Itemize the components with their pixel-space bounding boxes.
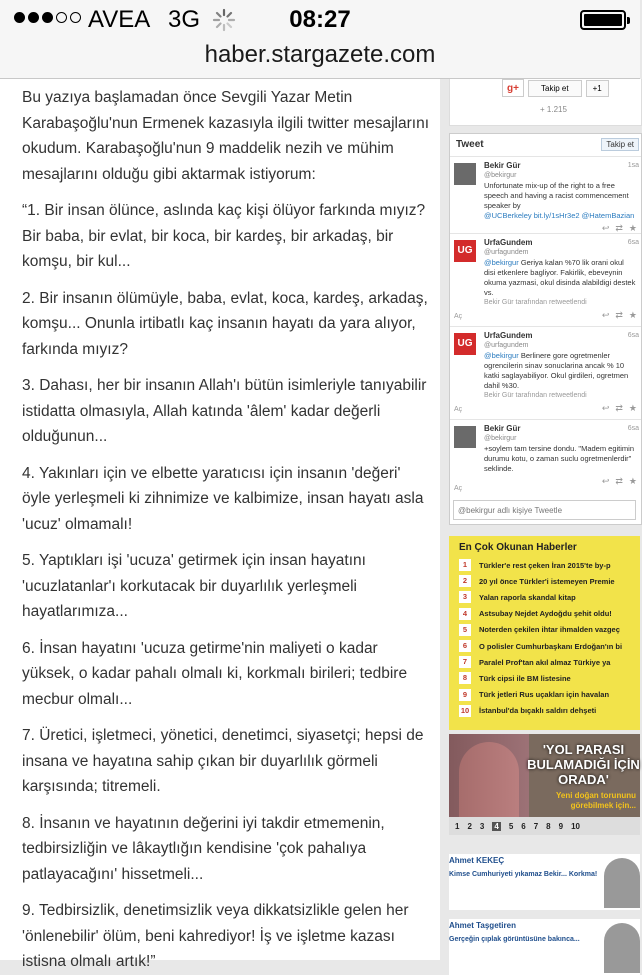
tweet-text: +soylem tam tersine dondu. "Madem egitimin durumu kotu, o zaman suclu ogretmenlerdir" seklinde. <box>484 444 635 473</box>
tweet-mention[interactable]: @bekirgur <box>484 351 519 360</box>
retweet-icon[interactable]: ⇄ <box>615 223 623 233</box>
tweet[interactable] <box>450 157 641 234</box>
google-plus-icon[interactable]: g+ <box>502 79 524 97</box>
tweet-actions <box>484 310 637 320</box>
status-bar <box>0 0 640 40</box>
tweet[interactable] <box>450 420 641 498</box>
retweet-note: Bekir Gür tarafından retweetlendi <box>484 299 587 306</box>
banner-pager <box>449 817 640 835</box>
tweet-time[interactable]: 6sa <box>627 332 639 339</box>
gplus-follow-button[interactable]: Takip et <box>528 80 582 97</box>
tweet-link[interactable]: @UCBerkeley bit.ly/1sHr3e2 @HatemBazian <box>484 211 635 220</box>
reply-icon[interactable]: ↩ <box>601 223 610 233</box>
tweet-expand[interactable]: Aç <box>454 485 463 492</box>
most-read-item[interactable]: 2 20 yıl önce Türkler'i istemeyen Premie <box>459 573 640 589</box>
url-bar[interactable]: haber.stargazete.com <box>0 40 640 79</box>
author-photo <box>604 858 640 908</box>
tweet-expand[interactable]: Aç <box>454 313 463 320</box>
article-paragraph: Bu yazıya başlamadan önce Sevgili Yazar Metin Karabaşoğlu'nun Ermenek kazasıyla ilgili twitter mesajlarını okudum. Karabaşoğlu'nun 9 maddelik nezih ve mühim mesajlarını olduğu gibi aktarmak istiyorum: <box>22 89 430 183</box>
most-read-title: En Çok Okunan Haberler <box>459 542 577 553</box>
tweet-time[interactable]: 6sa <box>627 425 639 432</box>
article-body <box>0 79 440 970</box>
article-paragraph: 7. Üretici, işletmeci, yönetici, denetimci, siyasetçi; hepsi de insana ve hayatına sahip çıkan bir duyarlılık görmeli karşısında; titremeli. <box>22 727 424 795</box>
tweet-author[interactable]: Bekir Gür <box>484 161 521 170</box>
pager-item[interactable]: 7 <box>533 821 539 831</box>
tweet-actions <box>484 223 637 233</box>
tweet-handle[interactable]: @bekirgur <box>484 435 517 442</box>
most-read-item[interactable]: 3 Yalan raporla skandal kitap <box>459 589 640 605</box>
twitter-widget <box>449 133 642 525</box>
author-column[interactable] <box>449 854 640 910</box>
article-paragraph: 3. Dahası, her bir insanın Allah'ı bütün isimleriyle tanıyabilir istidatta olmasıyla, Allah katında 'âlem' kadar değerli olduğunun... <box>22 377 427 445</box>
article-paragraph: “1. Bir insan ölünce, aslında kaç kişi ölüyor farkında mıyız? Bir baba, bir evlat, bir koca, bir kardeş, bir arkadaş, bir komşu, bir kul... <box>22 202 426 270</box>
tweet-author[interactable]: Bekir Gür <box>484 424 521 433</box>
carrier-name: AVEA <box>88 6 151 33</box>
article-paragraph: 5. Yaptıkları işi 'ucuza' getirmek için insan hayatını 'ucuzlatanlar'ı korkutacak bir duyarlılık yerleşmeli hayatlarımıza... <box>22 552 366 620</box>
banner-subtitle[interactable]: Yeni doğan torununu görebilmek için... <box>556 791 636 810</box>
article-paragraph: 8. İnsanın ve hayatının değerini iyi takdir etmemenin, tedbirsizliğin ve lâkaytlığın kendisine 'çok pahalıya patlayacağını' hissetmeli... <box>22 814 385 883</box>
author-headline[interactable]: Gerçeğin çıplak görüntüsüne bakınca... <box>449 936 580 943</box>
avatar[interactable]: UG <box>454 333 476 355</box>
article-paragraph: 4. Yakınları için ve elbette yaratıcısı için insanın 'değeri' öyle yerleşmeli ki zihnimize ve kalbimize, insan hayatı asla 'ucuz' olmamalı! <box>22 464 424 533</box>
avatar[interactable] <box>454 426 476 448</box>
favorite-icon[interactable]: ★ <box>628 403 637 413</box>
pager-item[interactable]: 3 <box>479 821 485 831</box>
author-name[interactable]: Ahmet Taşgetiren <box>449 921 516 930</box>
avatar[interactable] <box>454 163 476 185</box>
most-read-item[interactable]: 5 Noterden çekilen ihtar ihmalden vazgeç <box>459 622 640 638</box>
most-read-item[interactable]: 10 İstanbul'da bıçaklı saldırı dehşeti <box>460 705 597 716</box>
retweet-icon[interactable]: ⇄ <box>615 403 623 413</box>
pager-item[interactable]: 1 <box>455 821 460 831</box>
author-photo <box>604 923 640 973</box>
network-type: 3G <box>168 6 201 33</box>
retweet-icon[interactable]: ⇄ <box>615 310 623 320</box>
gplus-count: + 1.215 <box>540 105 567 114</box>
twitter-follow-button[interactable]: Takip et <box>601 138 639 151</box>
article-paragraph: 6. İnsan hayatını 'ucuza getirme'nin maliyeti o kadar yüksek, o kadar pahalı olmalı ki, korkmalı birileri; tedbire mecbur olmalı... <box>22 639 408 708</box>
favorite-icon[interactable]: ★ <box>628 310 637 320</box>
tweet[interactable] <box>450 327 641 420</box>
tweet-actions <box>484 403 637 413</box>
pager-item[interactable]: 10 <box>571 821 580 831</box>
author-name[interactable]: Ahmet KEKEÇ <box>449 856 505 865</box>
battery-icon <box>580 10 626 30</box>
pager-item-active[interactable]: 4 <box>494 821 499 831</box>
reply-icon[interactable]: ↩ <box>601 476 610 486</box>
tweet-author[interactable]: UrfaGundem <box>484 238 533 247</box>
most-read-item[interactable]: 4 Astsubay Nejdet Aydoğdu şehit oldu! <box>459 606 640 622</box>
pager-item[interactable]: 2 <box>467 821 472 831</box>
most-read-item[interactable]: 6 O polisler Cumhurbaşkanı Erdoğan'ın bi <box>459 638 640 654</box>
pager-item[interactable]: 8 <box>546 821 551 831</box>
tweet-mention[interactable]: @bekirgur <box>484 258 519 267</box>
plus-one-button[interactable]: +1 <box>586 80 609 97</box>
pager-item[interactable]: 9 <box>558 821 564 831</box>
most-read-item[interactable]: 8 Türk cipsi ile BM listesine <box>459 670 640 686</box>
tweet-handle[interactable]: @bekirgur <box>484 172 517 179</box>
tweet-text: Berlinere gore ogretmenler ogrencilerin sinav sonuclarina ancak % 10 katki saglayabiliyor. Okul girdileri, ogretmen dahil %30. <box>484 351 629 390</box>
tweet-input[interactable]: @bekirgur adlı kişiye Tweetle <box>453 500 636 520</box>
most-read-item[interactable]: 7 Paralel Prof'tan akıl almaz Türkiye ya <box>459 654 640 670</box>
twitter-title: Tweet <box>456 139 484 150</box>
google-plus-widget <box>449 79 642 126</box>
pager-item[interactable]: 5 <box>508 821 514 831</box>
tweet-text: Unfortunate mix-up of the right to a free speech and having a racist commencement speaker by <box>484 181 629 210</box>
avatar[interactable]: UG <box>454 240 476 262</box>
retweet-icon[interactable]: ⇄ <box>615 476 623 486</box>
retweet-note: Bekir Gür tarafından retweetlendi <box>484 392 587 399</box>
reply-icon[interactable]: ↩ <box>601 403 610 413</box>
banner-headline[interactable]: 'YOL PARASI BULAMADIĞI İÇİN ORADA' <box>527 742 640 787</box>
tweet-text: Geriya kalan %70 lik orani okul disi etkenlere bagliyor. Fakirlik, ebeveynin okuma yazmasi, okul disinda alabildigi destek vs. <box>484 258 636 297</box>
tweet-time[interactable]: 6sa <box>627 239 639 246</box>
clock: 08:27 <box>289 6 351 33</box>
tweet-expand[interactable]: Aç <box>454 406 463 413</box>
author-column[interactable] <box>449 919 640 975</box>
sidebar <box>443 79 640 960</box>
pager-item[interactable]: 6 <box>521 821 526 831</box>
tweet-time[interactable]: 1sa <box>627 162 639 169</box>
favorite-icon[interactable]: ★ <box>628 476 637 486</box>
most-read-item[interactable]: 9 Türk jetleri Rus uçakları için havalan <box>459 687 640 703</box>
reply-icon[interactable]: ↩ <box>601 310 610 320</box>
most-read-item[interactable]: 1 Türkler'e rest çeken İran 2015'te by-p <box>459 557 640 573</box>
tweet-handle[interactable]: @urfagundem <box>484 342 529 349</box>
most-read-news <box>449 536 640 730</box>
tweet-author[interactable]: UrfaGundem <box>484 331 533 340</box>
article-paragraph: 2. Bir insanın ölümüyle, baba, evlat, koca, kardeş, arkadaş, komşu... Onunla irtibatlı kaç insanın hayatı da yara alıyor, farkında mıyız? <box>22 289 428 358</box>
tweet[interactable] <box>450 234 641 327</box>
tweet-handle[interactable]: @urfagundem <box>484 249 529 256</box>
favorite-icon[interactable]: ★ <box>628 223 637 233</box>
author-headline[interactable]: Kimse Cumhuriyeti yıkamaz Bekir... Korkma! <box>449 871 598 878</box>
tweet-actions <box>484 476 637 486</box>
article-paragraph: 9. Tedbirsizlik, denetimsizlik veya dikkatsizlikle gelen her 'önlenebilir' ölüm, beni kahrediyor! İş ve işletme kazası istisna olmalı artık!” <box>22 902 409 970</box>
twitter-header <box>450 134 641 157</box>
